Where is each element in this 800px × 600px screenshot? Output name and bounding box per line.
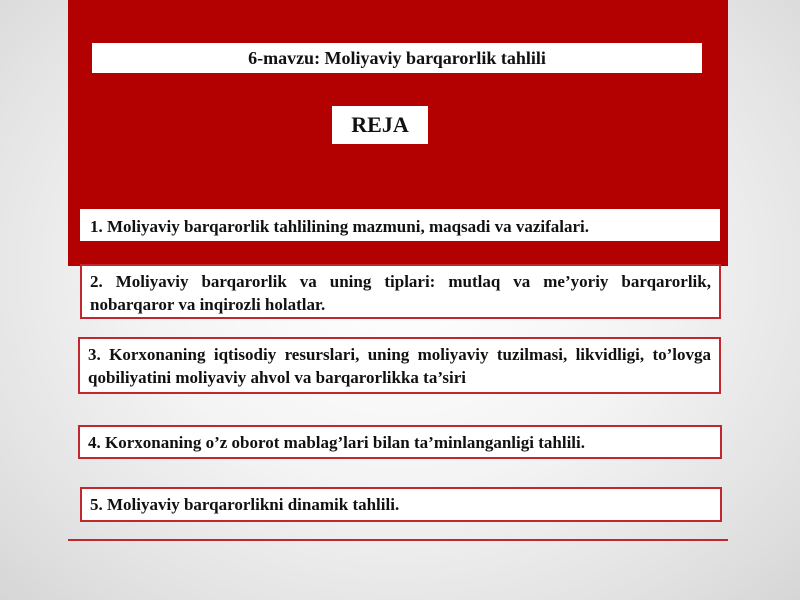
plan-item-3: 3. Korxonaning iqtisodiy resurslari, uning moliyaviy tuzilmasi, likvidligi, to’lovga qobiliyatini moliyaviy ahvol va barqarorlikka ta’siri xyxy=(78,337,721,394)
plan-item-1: 1. Moliyaviy barqarorlik tahlilining mazmuni, maqsadi va vazifalari. xyxy=(80,209,720,241)
plan-heading: REJA xyxy=(332,106,428,144)
plan-item-5: 5. Moliyaviy barqarorlikni dinamik tahlili. xyxy=(80,487,722,522)
slide-title: 6-mavzu: Moliyaviy barqarorlik tahlili xyxy=(92,43,702,73)
bottom-divider xyxy=(68,539,728,541)
plan-item-4: 4. Korxonaning o’z oborot mablag’lari bilan ta’minlanganligi tahlili. xyxy=(78,425,722,459)
plan-item-2: 2. Moliyaviy barqarorlik va uning tiplari: mutlaq va me’yoriy barqarorlik, nobarqaror va inqirozli holatlar. xyxy=(80,264,721,319)
